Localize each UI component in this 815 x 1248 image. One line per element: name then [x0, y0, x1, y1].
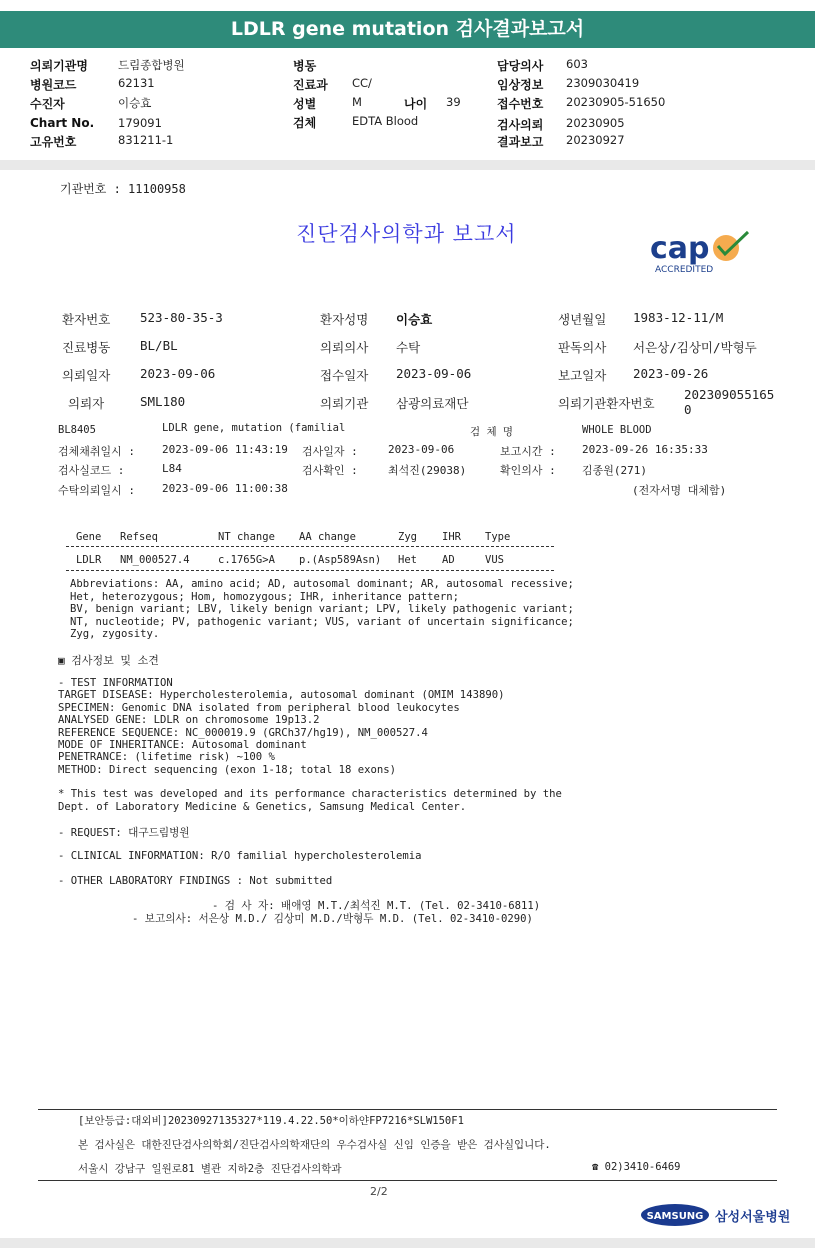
col-header-ihr: IHR	[442, 531, 461, 543]
value-test-date: 2023-09-06	[388, 443, 455, 456]
label-collection-time: 검체채취일시 :	[58, 445, 136, 458]
test-info-line: MODE OF INHERITANCE: Autosomal dominant	[58, 739, 307, 751]
value-patient: 이승효	[118, 96, 152, 110]
label-clinical-info: 임상정보	[497, 78, 544, 92]
cell-type: VUS	[485, 554, 504, 566]
value-sex: M	[352, 95, 362, 109]
label-test-date: 검사일자 :	[302, 445, 358, 458]
label-age: 나이	[404, 97, 428, 111]
signer-reporting-doctor: - 보고의사: 서은상 M.D./ 김상미 M.D./박형두 M.D. (Tel. 02-3410-0290)	[132, 913, 533, 925]
test-info-line: TARGET DISEASE: Hypercholesterolemia, autosomal dominant (OMIM 143890)	[58, 689, 505, 701]
label-sex: 성별	[293, 97, 317, 111]
cell-gene: LDLR	[76, 554, 102, 566]
section-title-findings: ▣ 검사정보 및 소견	[58, 654, 159, 667]
cap-logo-text: cap	[650, 231, 710, 266]
label-ward: 병동	[293, 59, 317, 73]
cell-nt-change: c.1765G>A	[218, 554, 275, 566]
label-receipt-date: 접수일자	[320, 368, 369, 383]
value-test-confirm: 최석진(29038)	[388, 464, 467, 477]
label-test-request: 검사의뢰	[497, 118, 544, 132]
value-ordering-doctor: 수탁	[396, 340, 421, 355]
report-title: 진단검사의학과 보고서	[296, 222, 517, 246]
test-info-line: PENETRANCE: (lifetime risk) ~100 %	[58, 751, 275, 763]
value-receipt-no: 20230905-51650	[566, 95, 666, 109]
col-header-aa-change: AA change	[299, 531, 356, 543]
disclaimer-line: * This test was developed and its performance characteristics determined by the	[58, 788, 562, 800]
report-title-bar: LDLR gene mutation 검사결과보고서	[0, 11, 815, 48]
hospital-name: 삼성서울병원	[715, 1210, 791, 1225]
value-test-request: 20230905	[566, 116, 625, 130]
label-department: 진료과	[293, 78, 328, 92]
label-test-confirm: 검사확인 :	[302, 464, 358, 477]
header-separator	[0, 160, 815, 170]
cell-aa-change: p.(Asp589Asn)	[299, 554, 382, 566]
disclaimer-line: Dept. of Laboratory Medicine & Genetics, Samsung Medical Center.	[58, 801, 467, 813]
value-birth-date: 1983-12-11/M	[633, 310, 724, 325]
value-age: 39	[446, 95, 461, 109]
label-patient: 수진자	[30, 97, 65, 111]
abbrev-line: Abbreviations: AA, amino acid; AD, autosomal dominant; AR, autosomal recessive;	[70, 578, 574, 590]
certification-note: 본 검사실은 대한진단검사의학회/진단검사의학재단의 우수검사실 신임 인증을 받은 검사실입니다.	[78, 1139, 551, 1151]
col-header-refseq: Refseq	[120, 531, 158, 543]
page-number: 2/2	[370, 1185, 388, 1198]
label-reading-doctor: 판독의사	[558, 340, 607, 355]
cell-ihr: AD	[442, 554, 455, 566]
label-contract-request-time: 수탁의뢰일시 :	[58, 484, 136, 497]
cell-zyg: Het	[398, 554, 417, 566]
electronic-signature-note: (전자서명 대체함)	[632, 484, 727, 497]
test-info-line: METHOD: Direct sequencing (exon 1-18; total 18 exons)	[58, 764, 397, 776]
test-name: LDLR gene, mutation (familial	[162, 422, 346, 434]
abbrev-line: Het, heterozygous; Hom, homozygous; IHR, inheritance pattern;	[70, 591, 460, 603]
label-physician: 담당의사	[497, 59, 544, 73]
value-org-patient-no: 202309055165	[684, 387, 775, 402]
value-clinical-info: 2309030419	[566, 76, 640, 90]
label-requester: 의뢰자	[68, 396, 105, 411]
test-code: BL8405	[58, 424, 96, 436]
value-chart-no: 179091	[118, 116, 162, 130]
value-specimen: EDTA Blood	[352, 114, 419, 128]
value-patient-name: 이승효	[396, 312, 433, 327]
label-requesting-org: 의뢰기관	[320, 396, 369, 411]
label-result-report: 결과보고	[497, 135, 544, 149]
value-receipt-date: 2023-09-06	[396, 366, 472, 381]
security-stamp: [보안등급:대외비]20230927135327*119.4.22.50*이하얀FP7216*SLW150F1	[78, 1115, 464, 1127]
label-request-date: 의뢰일자	[62, 368, 111, 383]
label-ward-code: 진료병동	[62, 340, 111, 355]
value-report-date: 2023-09-26	[633, 366, 709, 381]
label-lab-code: 검사실코드 :	[58, 464, 125, 477]
bottom-band	[0, 1238, 815, 1248]
value-report-time: 2023-09-26 16:35:33	[582, 443, 708, 456]
cell-refseq: NM_000527.4	[120, 554, 190, 566]
col-header-gene: Gene	[76, 531, 102, 543]
test-info-line: REFERENCE SEQUENCE: NC_000019.9 (GRCh37/hg19), NM_000527.4	[58, 727, 428, 739]
request-line: - REQUEST: 대구드림병원	[58, 827, 190, 839]
label-ordering-doctor: 의뢰의사	[320, 340, 369, 355]
value-hospital-code: 62131	[118, 76, 155, 90]
table-divider-bottom	[66, 570, 554, 571]
value-contract-request-time: 2023-09-06 11:00:38	[162, 482, 288, 495]
clinical-info-line: - CLINICAL INFORMATION: R/O familial hypercholesterolemia	[58, 850, 422, 862]
value-requesting-institution: 드림종합병원	[118, 58, 185, 72]
value-reading-doctor: 서은상/김상미/박형두	[633, 340, 757, 355]
value-collection-time: 2023-09-06 11:43:19	[162, 443, 288, 456]
label-requesting-institution: 의뢰기관명	[30, 59, 88, 73]
specimen-name-value: WHOLE BLOOD	[582, 424, 652, 436]
value-org-patient-no-cont: 0	[684, 402, 692, 417]
col-header-nt-change: NT change	[218, 531, 275, 543]
value-department: CC/	[352, 76, 372, 90]
samsung-logo-text: SAMSUNG	[646, 1211, 704, 1222]
abbrev-line: BV, benign variant; LBV, likely benign variant; LPV, likely pathogenic variant;	[70, 603, 574, 615]
test-info-line: - TEST INFORMATION	[58, 677, 173, 689]
label-specimen: 검체	[293, 116, 317, 130]
label-unique-no: 고유번호	[30, 135, 77, 149]
institution-number: 기관번호 : 11100958	[60, 182, 186, 196]
footer-divider-bottom	[38, 1180, 777, 1181]
test-info-line: SPECIMEN: Genomic DNA isolated from peripheral blood leukocytes	[58, 702, 460, 714]
label-hospital-code: 병원코드	[30, 78, 77, 92]
label-report-date: 보고일자	[558, 368, 607, 383]
value-requesting-org: 삼광의료재단	[396, 396, 469, 411]
test-info-line: ANALYSED GENE: LDLR on chromosome 19p13.2	[58, 714, 320, 726]
value-physician: 603	[566, 57, 588, 71]
value-unique-no: 831211-1	[118, 133, 174, 147]
cap-logo-sub: ACCREDITED	[655, 265, 714, 275]
label-birth-date: 생년월일	[558, 312, 607, 327]
value-requester: SML180	[140, 394, 186, 409]
label-org-patient-no: 의뢰기관환자번호	[558, 396, 655, 411]
label-patient-name: 환자성명	[320, 312, 369, 327]
label-patient-no: 환자번호	[62, 312, 111, 327]
lab-address: 서울시 강남구 일원로81 별관 지하2층 진단검사의학과	[78, 1163, 342, 1175]
value-confirm-doctor: 김종원(271)	[582, 464, 647, 477]
label-receipt-no: 접수번호	[497, 97, 544, 111]
lab-phone: ☎ 02)3410-6469	[592, 1161, 681, 1173]
specimen-name-label: 검 체 명	[470, 426, 514, 438]
samsung-logo	[640, 1203, 710, 1227]
col-header-type: Type	[485, 531, 511, 543]
value-request-date: 2023-09-06	[140, 366, 216, 381]
label-chart-no: Chart No.	[30, 116, 95, 130]
other-findings-line: - OTHER LABORATORY FINDINGS : Not submitted	[58, 875, 333, 887]
header-info	[0, 0, 815, 160]
cap-accredited-logo	[648, 226, 758, 276]
value-patient-no: 523-80-35-3	[140, 310, 223, 325]
value-lab-code: L84	[162, 462, 182, 475]
table-divider-top	[66, 546, 554, 547]
value-result-report: 20230927	[566, 133, 625, 147]
col-header-zyg: Zyg	[398, 531, 417, 543]
abbrev-line: NT, nucleotide; PV, pathogenic variant; VUS, variant of uncertain significance;	[70, 616, 574, 628]
footer-divider-top	[38, 1109, 777, 1110]
label-report-time: 보고시간 :	[500, 445, 556, 458]
abbrev-line: Zyg, zygosity.	[70, 628, 160, 640]
label-confirm-doctor: 확인의사 :	[500, 464, 556, 477]
signer-tester: - 검 사 자: 배애영 M.T./최석진 M.T. (Tel. 02-3410-6811)	[212, 900, 541, 912]
value-ward-code: BL/BL	[140, 338, 178, 353]
